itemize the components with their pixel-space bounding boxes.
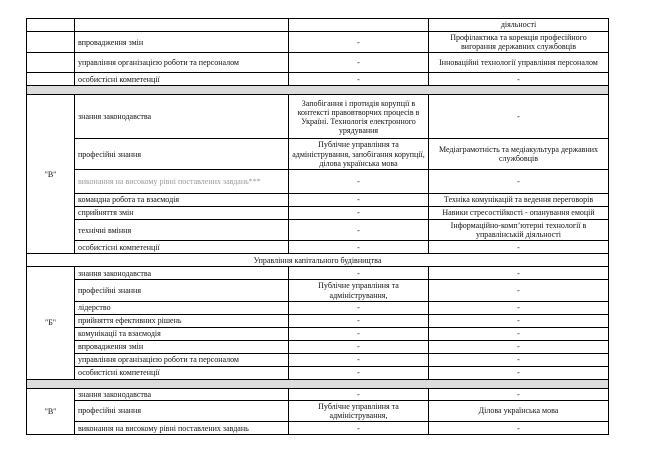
table-row	[27, 301, 609, 314]
topic-cell	[289, 19, 429, 32]
topic-cell: -	[289, 353, 429, 366]
course-cell: -	[429, 280, 609, 301]
topic-cell: -	[289, 388, 429, 400]
table-row	[27, 267, 609, 280]
category-label: "В"	[27, 95, 75, 254]
table-row	[27, 219, 609, 240]
topic-cell: -	[289, 206, 429, 219]
area-cell: сприйняття змін	[75, 206, 289, 219]
table-row	[27, 193, 609, 206]
table-row	[27, 139, 609, 170]
course-cell: -	[429, 95, 609, 139]
area-cell: лідерство	[75, 301, 289, 314]
category-cell	[27, 53, 75, 73]
area-cell	[75, 19, 289, 32]
topic-cell: Публічне управління та адміністрування, запобігання корупції, ділова українська мова	[289, 139, 429, 170]
course-cell: -	[429, 327, 609, 340]
topic-cell: -	[289, 340, 429, 353]
course-cell: Ділова українська мова	[429, 400, 609, 421]
separator-row	[27, 86, 609, 95]
area-cell: комунікації та взаємодія	[75, 327, 289, 340]
table-row	[27, 353, 609, 366]
course-cell: -	[429, 422, 609, 435]
topic-cell: Запобігання і протидія корупції в контексті правовтворчих процесів в Україні. Технологія електронного урядування	[289, 95, 429, 139]
category-cell	[27, 73, 75, 86]
course-cell: діяльності	[429, 19, 609, 32]
table-row	[27, 32, 609, 53]
section-heading-row	[27, 254, 609, 267]
category-label: "В"	[27, 388, 75, 435]
area-cell: знання законодавства	[75, 388, 289, 400]
table-row	[27, 206, 609, 219]
area-cell: особистісні компетенції	[75, 241, 289, 254]
course-cell: -	[429, 267, 609, 280]
area-cell: особистісні компетенції	[75, 366, 289, 379]
category-cell	[27, 19, 75, 32]
course-cell: -	[429, 314, 609, 327]
course-cell: Медіаграмотність та медіакультура державних службовців	[429, 139, 609, 170]
topic-cell: -	[289, 73, 429, 86]
area-cell: виконання на високому рівні поставлених завдань***	[75, 169, 289, 193]
area-cell: управління організацією роботи та персоналом	[75, 353, 289, 366]
course-cell: -	[429, 388, 609, 400]
topic-cell: -	[289, 53, 429, 73]
category-cell	[27, 32, 75, 53]
topic-cell: -	[289, 241, 429, 254]
topic-cell: -	[289, 219, 429, 240]
area-cell: знання законодавства	[75, 95, 289, 139]
topic-cell: -	[289, 193, 429, 206]
table-row	[27, 280, 609, 301]
table-row	[27, 366, 609, 379]
separator-row	[27, 379, 609, 388]
table-row	[27, 53, 609, 73]
course-cell: -	[429, 241, 609, 254]
topic-cell: -	[289, 327, 429, 340]
course-cell: -	[429, 73, 609, 86]
course-cell: Техніка комунікацій та ведення переговорів	[429, 193, 609, 206]
table-row	[27, 388, 609, 400]
section-title: Управління капітального будівництва	[27, 254, 609, 267]
topic-cell: -	[289, 301, 429, 314]
course-cell: Профілактика та корекція професійного вигорання державних службовців	[429, 32, 609, 53]
table-row	[27, 327, 609, 340]
area-cell: управління організацією роботи та персоналом	[75, 53, 289, 73]
table-row	[27, 340, 609, 353]
table-row	[27, 422, 609, 435]
course-cell: Інноваційні технології управління персоналом	[429, 53, 609, 73]
topic-cell: -	[289, 314, 429, 327]
topic-cell: -	[289, 169, 429, 193]
course-cell: -	[429, 340, 609, 353]
topic-cell: -	[289, 366, 429, 379]
area-cell: професійні знання	[75, 400, 289, 421]
topic-cell: Публічне управління та адміністрування,	[289, 400, 429, 421]
competency-table	[26, 18, 609, 435]
topic-cell: -	[289, 422, 429, 435]
course-cell: -	[429, 353, 609, 366]
area-cell: професійні знання	[75, 139, 289, 170]
table-row	[27, 95, 609, 139]
topic-cell: Публічне управління та адміністрування,	[289, 280, 429, 301]
topic-cell: -	[289, 32, 429, 53]
area-cell: особистісні компетенції	[75, 73, 289, 86]
area-cell: технічні вміння	[75, 219, 289, 240]
area-cell: командна робота та взаємодія	[75, 193, 289, 206]
area-cell: професійні знання	[75, 280, 289, 301]
area-cell: виконання на високому рівні поставлених завдань	[75, 422, 289, 435]
table-row	[27, 314, 609, 327]
course-cell: Навики стресостійкості - опанування емоцій	[429, 206, 609, 219]
area-cell: прийняття ефективних рішень	[75, 314, 289, 327]
course-cell: Інформаційно-комп’ютерні технології в управлінській діяльності	[429, 219, 609, 240]
table-row	[27, 400, 609, 421]
area-cell: знання законодавства	[75, 267, 289, 280]
category-label: "Б"	[27, 267, 75, 379]
course-cell: -	[429, 169, 609, 193]
area-cell: впровадження змін	[75, 32, 289, 53]
table-row	[27, 19, 609, 32]
table-row	[27, 73, 609, 86]
table-row	[27, 241, 609, 254]
topic-cell: -	[289, 267, 429, 280]
table-row	[27, 169, 609, 193]
course-cell: -	[429, 366, 609, 379]
area-cell: впровадження змін	[75, 340, 289, 353]
course-cell: -	[429, 301, 609, 314]
